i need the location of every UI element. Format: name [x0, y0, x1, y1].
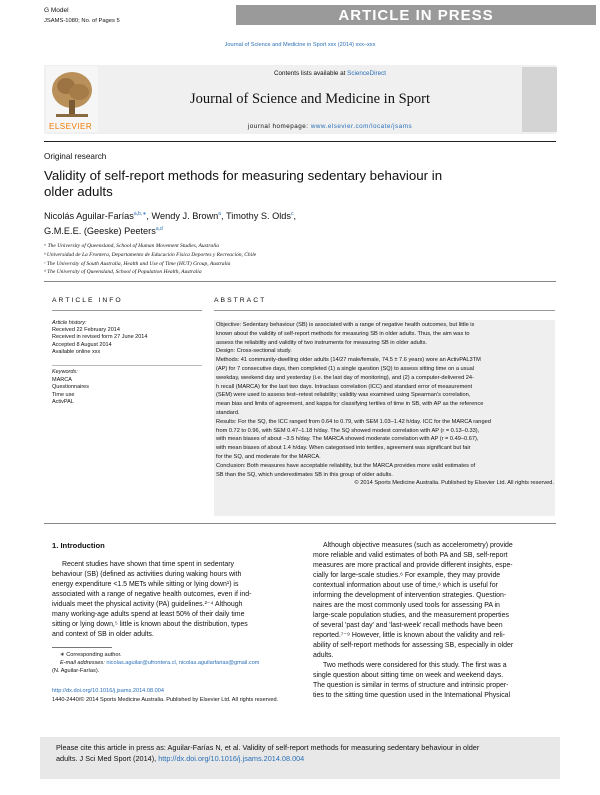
article-title: Validity of self-report methods for measuring sedentary behaviour in older adults	[44, 168, 443, 199]
footnote-rule	[52, 647, 112, 648]
homepage-link[interactable]: www.elsevier.com/locate/jsams	[310, 123, 413, 130]
journal-cover-thumbnail	[522, 67, 557, 132]
abstract-heading: ABSTRACT	[214, 297, 267, 304]
citation-doi-link[interactable]: http://dx.doi.org/10.1016/j.jsams.2014.08.004	[158, 754, 305, 763]
abstract-bottom-rule	[44, 523, 556, 524]
abstract-text: Objective: Sedentary behaviour (SB) is associated with a range of negative health outcomes, but little is known about the validity of self-report methods for measuring SB in older adults. Thus, the aim was to assess the reliability and validity of two instruments for measuring SB in older adults. Design: Cross-sectional study. Methods: 41 community-dwelling older adults (14/27 male/female, 74.5 ± 7.6 years) wore an ActivPAL3TM (AP) for 7 consecutive days, then completed (1) a single question (SQ) to assess sitting time on a usual weekday, weekend day and yesterday (i.e. the last day of monitoring), and (2) a computer-delivered 24- h recall (MARCA) for the last two days. Intraclass correlation (ICC) and standard error of measurement (SEM) were used to assess test–retest reliability; validity was examined using Spearman's correlation, mean bias and limits of agreement, and kappa for classifying tertiles of time in SB, with AP as the reference standard. Results: For the SQ, the ICC ranged from 0.64 to 0.79, with SEM 1.03–1.42 h/day. ICC for the MARCA ranged from 0.72 to 0.96, with SEM 0.47–1.18 h/day. The SQ showed modest correlation with AP (r = 0.13–0.33), with mean biases of about −3.5 h/day. The MARCA showed moderate correlation with AP (r = 0.49–0.67), with mean biases of about 1.4 h/day. When categorised into tertiles, agreement was significant but fair for the SQ, and moderate for the MARCA. Conclusion: Both measures have acceptable reliability, but the MARCA provides more valid estimates of SB than the SQ, which underestimates SB in this group of older adults. © 2014 Sports Medicine Australia. Published by Elsevier Ltd. All rights reserved.	[216, 322, 554, 487]
homepage-line: journal homepage: www.elsevier.com/locate/jsams	[247, 123, 413, 130]
article-info-heading: ARTICLE INFO	[52, 297, 123, 304]
journal-citation-line: Journal of Science and Medicine in Sport xxx (2014) xxx–xxx	[224, 42, 376, 48]
article-in-press-banner: ARTICLE IN PRESS	[236, 5, 596, 25]
gmodel-label: G Model	[44, 7, 69, 14]
keywords: Keywords: MARCA Questionnaires Time use ActivPAL	[52, 369, 89, 406]
info-rule	[52, 310, 202, 311]
info-divider	[52, 365, 202, 366]
intro-heading: 1. Introduction	[52, 541, 105, 550]
elsevier-wordmark: ELSEVIER	[49, 122, 93, 131]
doi-link[interactable]: http://dx.doi.org/10.1016/j.jsams.2014.08.004	[52, 688, 164, 694]
contents-line: Contents lists available at ScienceDirect	[273, 70, 386, 77]
manuscript-ref: JSAMS-1080; No. of Pages 5	[44, 18, 120, 24]
abstract-rule	[214, 310, 555, 311]
header-rule	[44, 141, 556, 142]
article-type: Original research	[44, 152, 107, 161]
journal-title: Journal of Science and Medicine in Sport	[190, 91, 430, 107]
intro-left-column: Recent studies have shown that time spent in sedentary behaviour (SB) (defined as activities during waking hours with energy expenditure <1.5 METs while sitting or lying down¹) is associated with a range of negative health outcomes, even if ind- ividuals meet the physical activity (PA) guidelines.²⁻⁴ Although many working-age adults spend at least 50% of their daily time sitting or lying down,⁵ little is known about the distribution, types and context of SB in older adults.	[52, 561, 252, 638]
affiliation-rule	[44, 281, 556, 282]
footnote: ∗ Corresponding author. E-mail addresses: nicolas.aguilar@ufrontera.cl, nicolas.aguilarfarias@gmail.com (N. Aguilar-Farías).	[52, 652, 260, 674]
author-list: Nicolás Aguilar-Farías$^{a,b,∗}$, Wendy J. Brown$^a$, Timothy S. Olds$^c$, G.M.E.E. (Geeske) Peeters$^{a,d}$	[44, 211, 297, 237]
affiliations: ᵃ The University of Queensland, School of Human Movement Studies, Australia ᵇ Universidad de La Frontera, Departamento de Educación Física Deportes y Recreación, Chile ᶜ The University of South Australia, Health and Use of Time (HUT) Group, Australia ᵈ The University of Queensland, School of Population Health, Australia	[44, 243, 257, 276]
article-history: Article history: Received 22 February 2014 Received in revised form 27 June 2014 Accepted 8 August 2014 Available online xxx	[52, 320, 148, 355]
sciencedirect-link[interactable]: ScienceDirect	[347, 70, 386, 77]
issn-line: 1440-2440/© 2014 Sports Medicine Australia. Published by Elsevier Ltd. All rights reserved.	[52, 697, 279, 703]
citation-text: Please cite this article in press as: Aguilar-Farías N, et al. Validity of self-report methods for measuring sedentary behaviour in older adults. J Sci Med Sport (2014), http://dx.doi.org/10.1016/j.jsams.2014.08.004	[56, 743, 480, 763]
author-email-link[interactable]: nicolas.aguilar@ufrontera.cl, nicolas.aguilarfarias@gmail.com	[106, 660, 260, 666]
intro-right-column: Although objective measures (such as accelerometry) provide more reliable and valid estimates of both PA and SB, self-report measures are more practical and provide different insights, espe- cially for large-scale studies.⁶ For example, they may provide contextual information about use of time,⁶ which is useful for informing the development of intervention strategies. Question- naires are the most commonly used tools for assessing PA in large-scale population studies, and the measurement properties of several 'past day' and 'last-week' recall methods have been reported.⁷⁻⁹ However, little is known about the validity and reli- ability of self-report methods for assessing SB, especially in older adults. Two methods were considered for this study. The first was a single question about sitting time on week and weekend days. The question is similar in terms of structure and intrinsic proper- ties to the sitting time question used in the International Physical	[313, 542, 514, 699]
